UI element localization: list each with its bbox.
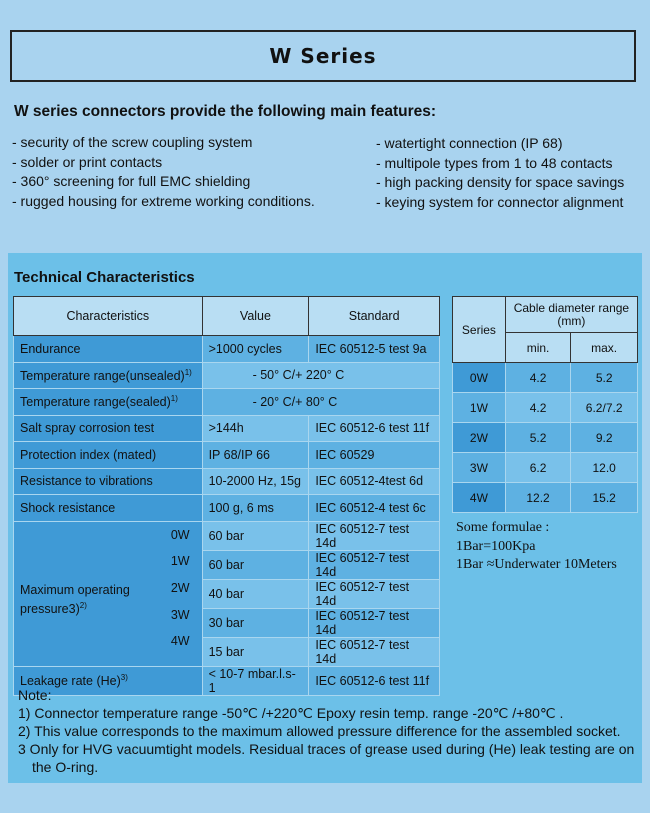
formula-line: Some formulae :	[456, 520, 550, 535]
row-value: 30 bar	[202, 608, 309, 637]
row-standard: IEC 60512-7 test 14d	[309, 550, 440, 579]
max-cell: 6.2/7.2	[571, 393, 638, 423]
column-header: Value	[202, 297, 309, 336]
table-row	[453, 453, 638, 483]
notes-title: Note:	[18, 687, 52, 703]
row-standard: IEC 60512-6 test 11f	[309, 666, 440, 695]
row-standard: IEC 60512-4 test 6c	[309, 495, 440, 522]
page-title: W Series	[269, 44, 377, 68]
row-standard: IEC 60512-5 test 9a	[309, 336, 440, 363]
technical-title: Technical Characteristics	[14, 269, 195, 286]
table-row	[453, 423, 638, 453]
pressure-series: 2W	[170, 580, 190, 595]
cable-diameter-table	[452, 296, 638, 513]
pressure-label: Maximum operating pressure3)$^{2)}$	[20, 582, 130, 616]
feature-item: - watertight connection (IP 68)	[376, 135, 563, 151]
min-cell: 12.2	[505, 483, 571, 513]
table-header-row	[14, 297, 440, 336]
max-cell: 15.2	[571, 483, 638, 513]
row-standard: IEC 60512-4test 6d	[309, 468, 440, 495]
row-value: 60 bar	[202, 521, 309, 550]
pressure-cell	[14, 521, 203, 666]
row-value: < 10-7 mbar.l.s-1	[202, 666, 309, 695]
note-item: 1) Connector temperature range -50℃ /+220℃ Epoxy resin temp. range -20℃ /+80℃ .	[18, 705, 564, 721]
table-row	[453, 393, 638, 423]
row-value: >144h	[202, 415, 309, 442]
feature-item: - high packing density for space savings	[376, 174, 625, 190]
row-standard: IEC 60512-7 test 14d	[309, 521, 440, 550]
features-right	[376, 134, 624, 212]
title-box	[10, 30, 636, 82]
row-value: >1000 cycles	[202, 336, 309, 363]
row-value: - 20° C/+ 80° C	[202, 389, 439, 416]
row-standard: IEC 60512-7 test 14d	[309, 608, 440, 637]
series-cell: 0W	[453, 363, 506, 393]
column-header: Cable diameter range (mm)	[505, 297, 637, 333]
table-row	[14, 389, 440, 416]
row-label: Resistance to vibrations	[14, 468, 203, 495]
features-left	[12, 133, 315, 211]
intro-heading: W series connectors provide the following main features:	[14, 103, 437, 120]
min-cell: 5.2	[505, 423, 571, 453]
table-row	[14, 468, 440, 495]
max-cell: 5.2	[571, 363, 638, 393]
note-item: 2) This value corresponds to the maximum allowed pressure difference for the assembled socket.	[18, 723, 621, 739]
row-label: Leakage rate $(He)^{3)}$	[14, 666, 203, 695]
feature-item: - 360° screening for full EMC shielding	[12, 173, 251, 189]
column-header: max.	[571, 333, 638, 363]
column-header: Series	[453, 297, 506, 363]
row-label: Protection index (mated)	[14, 442, 203, 469]
table-row	[14, 442, 440, 469]
row-standard: IEC 60529	[309, 442, 440, 469]
row-standard: IEC 60512-7 test 14d	[309, 637, 440, 666]
formula-line: 1Bar=100Kpa	[456, 538, 536, 554]
table-row	[14, 495, 440, 522]
formula-line: 1Bar ≈Underwater 10Meters	[456, 557, 617, 572]
max-cell: 9.2	[571, 423, 638, 453]
row-value: 15 bar	[202, 637, 309, 666]
pressure-series: 1W	[170, 553, 190, 568]
table-row	[453, 363, 638, 393]
pressure-row	[14, 521, 440, 550]
min-cell: 4.2	[505, 393, 571, 423]
series-cell: 2W	[453, 423, 506, 453]
feature-item: - security of the screw coupling system	[12, 134, 253, 150]
row-value: IP 68/IP 66	[202, 442, 309, 469]
max-cell: 12.0	[571, 453, 638, 483]
notes	[18, 686, 643, 776]
pressure-series: 4W	[170, 633, 190, 648]
row-label: Salt spray corrosion test	[14, 415, 203, 442]
min-cell: 6.2	[505, 453, 571, 483]
table-row	[14, 336, 440, 363]
characteristics-table	[13, 296, 440, 696]
row-value: 40 bar	[202, 579, 309, 608]
row-value: 60 bar	[202, 550, 309, 579]
column-header: Standard	[309, 297, 440, 336]
min-cell: 4.2	[505, 363, 571, 393]
feature-item: - multipole types from 1 to 48 contacts	[376, 154, 613, 171]
table-header-row	[453, 297, 638, 333]
table-row	[14, 362, 440, 389]
row-value: 100 g, 6 ms	[202, 495, 309, 522]
table-row	[14, 415, 440, 442]
table-row	[453, 483, 638, 513]
row-standard: IEC 60512-7 test 14d	[309, 579, 440, 608]
row-label: Temperature range(sealed)$^{1)}$	[14, 389, 203, 416]
note-item: 3 Only for HVG vacuumtight models. Residual traces of grease used during (He) leak testing are on the O-ring.	[18, 741, 635, 775]
feature-item: - keying system for connector alignment	[376, 193, 624, 210]
feature-item: - solder or print contacts	[12, 153, 163, 170]
row-value: - 50° C/+ 220° C	[202, 362, 439, 389]
row-value: 10-2000 Hz, 15g	[202, 468, 309, 495]
formulae	[456, 519, 617, 575]
pressure-series: 3W	[170, 607, 190, 622]
pressure-series: 0W	[170, 527, 190, 542]
row-standard: IEC 60512-6 test 11f	[309, 415, 440, 442]
row-label: Temperature range(unsealed)$^{1)}$	[14, 362, 203, 389]
column-header: Characteristics	[14, 297, 203, 336]
series-cell: 1W	[453, 393, 506, 423]
column-header: min.	[505, 333, 571, 363]
feature-item: - rugged housing for extreme working conditions.	[12, 192, 315, 209]
series-cell: 4W	[453, 483, 506, 513]
series-cell: 3W	[453, 453, 506, 483]
row-label: Shock resistance	[14, 495, 203, 522]
row-label: Endurance	[14, 336, 203, 363]
